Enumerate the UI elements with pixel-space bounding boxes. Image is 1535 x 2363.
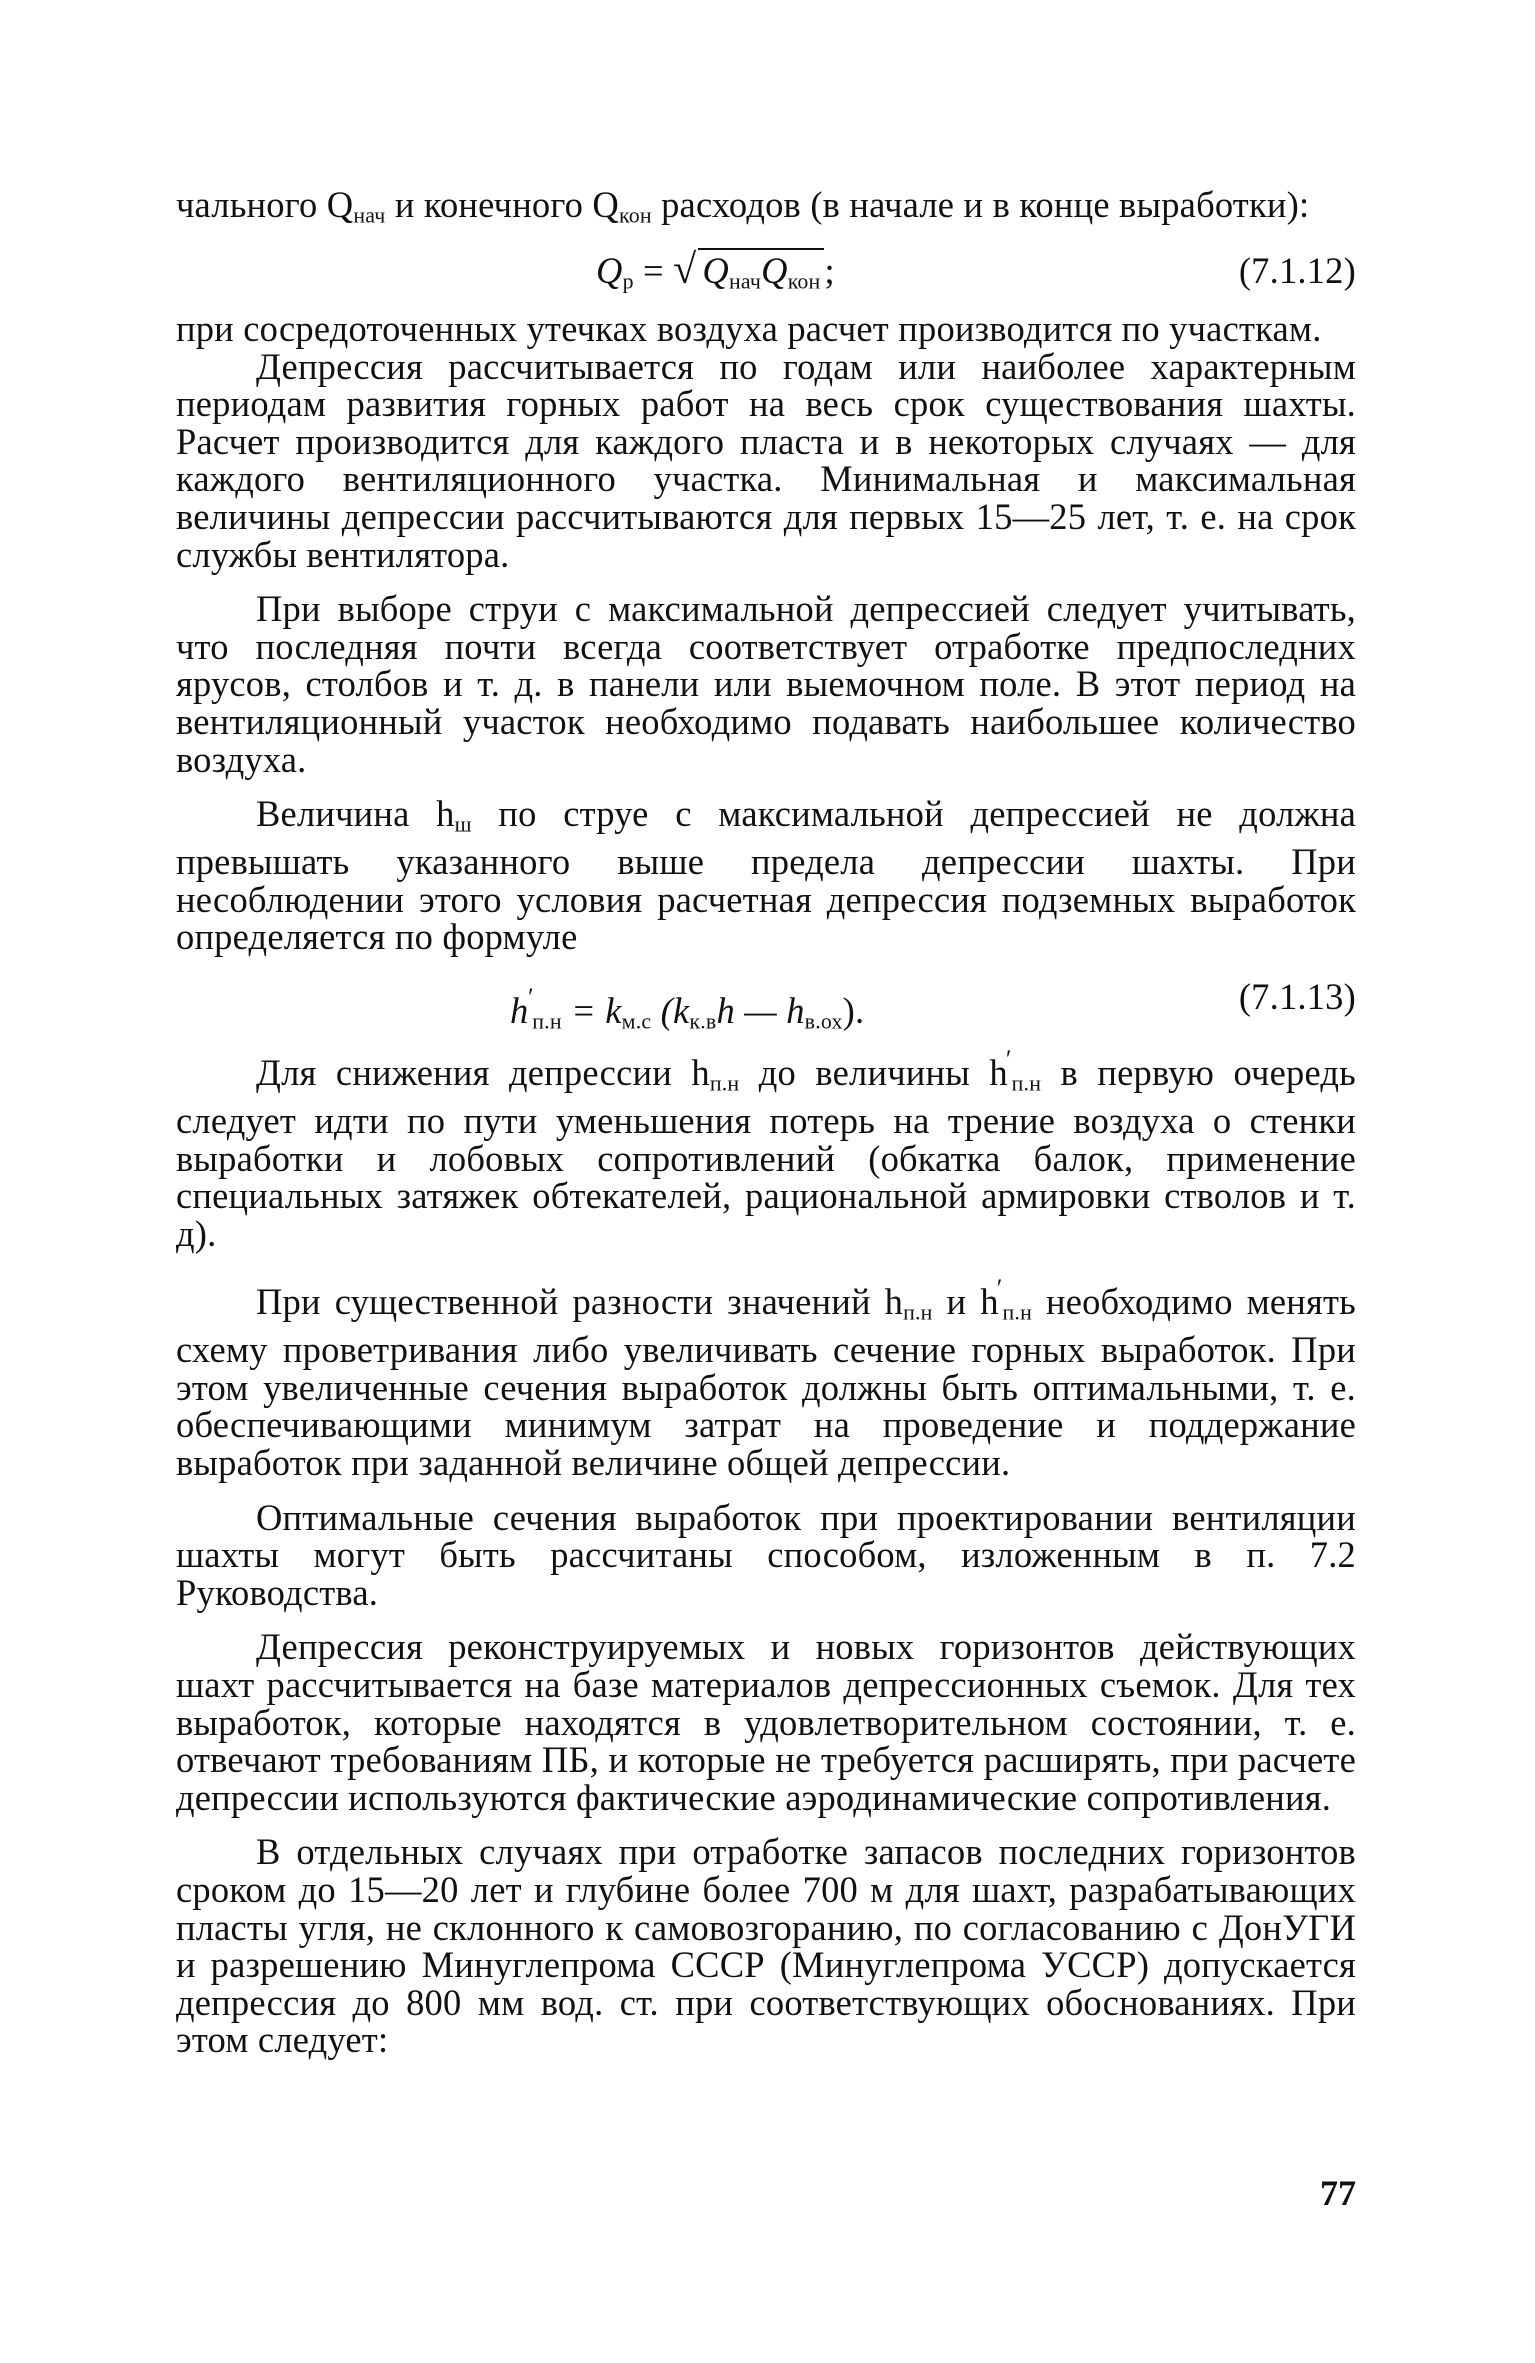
paragraph-reduce-depression: Для снижения депрессии $h_{п.н}$ до величины $h'_{п.н}$ в первую очередь следует идти по пути уменьшения потерь на трение воздуха о стенки выработки и лобовых сопротивлений (обкатка балок, применение специальных затяжек обтекателей, рациональной армировки стволов и т. д). bbox=[176, 1044, 1356, 1254]
paragraph-max-stream: При выборе струи с максимальной депрессией следует учитывать, что последняя почти всегда соответствует отработке предпоследних ярусов, столбов и т. д. в панели или выемочном поле. В этот период на вентиляционный участок необходимо подавать наибольшее количество воздуха. bbox=[176, 588, 1356, 780]
formula-expression: $h'_{п.н} = k_{м.с}$ ($k_{к.в}h$ — $h_{в.ох}$). bbox=[510, 982, 865, 1034]
text-run: чального Q bbox=[176, 184, 354, 225]
page-number: 77 bbox=[1320, 2173, 1356, 2213]
formula-expression: $Q_р$ = √ $Q_{нач}Q_{кон}$ ; bbox=[596, 247, 835, 294]
subscript: кон bbox=[618, 202, 652, 228]
paragraph-special-cases: В отдельных случаях при отработке запасов последних горизонтов сроком до 15—20 лет и глубине более 700 м для шахт, разрабатывающих пласты угля, не склонного к самовозгоранию, по согласованию с ДонУГИ и разрешению Минуглепрома СССР (Минуглепрома УССР) допускается депрессия до 800 мм вод. ст. при соответствующих обоснованиях. При этом следует: bbox=[176, 1831, 1356, 2061]
formula-7-1-13 bbox=[176, 956, 1356, 1040]
formula-number: (7.1.13) bbox=[1238, 976, 1356, 1018]
paragraph-depression-calc: Депрессия рассчитывается по годам или наиболее характерным периодам развития горных работ на весь срок существования шахты. Расчет производится для каждого пласта и в некоторых случаях — для каждого вентиляционного участка. Минимальная и максимальная величины депрессии рассчитываются для первых 15—25 лет, т. е. на срок службы вентилятора. bbox=[176, 345, 1356, 575]
formula-7-1-12 bbox=[176, 234, 1356, 310]
subscript: нач bbox=[353, 202, 386, 228]
paragraph-optimal-sections: Оптимальные сечения выработок при проектировании вентиляции шахты могут быть рассчитаны способом, изложенным в п. 7.2 Руководства. bbox=[176, 1496, 1356, 1613]
paragraph-limit: Величина $h_ш$ по струе с максимальной депрессией не должна превышать указанного выше предела депрессии шахты. При несоблюдении этого условия расчетная депрессия подземных выработок определяется по формуле bbox=[176, 793, 1356, 958]
paragraph-difference: При существенной разности значений $h_{п.н}$ и $h'_{п.н}$ необходимо менять схему проветривания либо увеличивать сечение горных выработок. При этом увеличенные сечения выработок должны быть оптимальными, т. е. обеспечивающими минимум затрат на проведение и поддержание выработок при заданной величине общей депрессии. bbox=[176, 1273, 1357, 1484]
text-run: и конечного Q bbox=[385, 184, 619, 225]
paragraph-reconstruction: Депрессия реконструируемых и новых горизонтов действующих шахт рассчитывается на базе материалов депрессионных съемок. Для тех выработок, которые находятся в удовлетворительном состоянии, т. е. отвечают требованиям ПБ, и которые не требуется расширять, при расчете депрессии используются фактические аэродинамические сопротивления. bbox=[176, 1626, 1356, 1818]
body-text bbox=[176, 186, 1356, 2059]
paragraph-leaks: при сосредоточенных утечках воздуха расчет производится по участкам. bbox=[176, 308, 1322, 350]
text-run: расходов (в начале и в конце выработки): bbox=[651, 184, 1310, 225]
paragraph-flow-intro bbox=[176, 186, 1356, 234]
formula-number: (7.1.12) bbox=[1238, 250, 1356, 292]
